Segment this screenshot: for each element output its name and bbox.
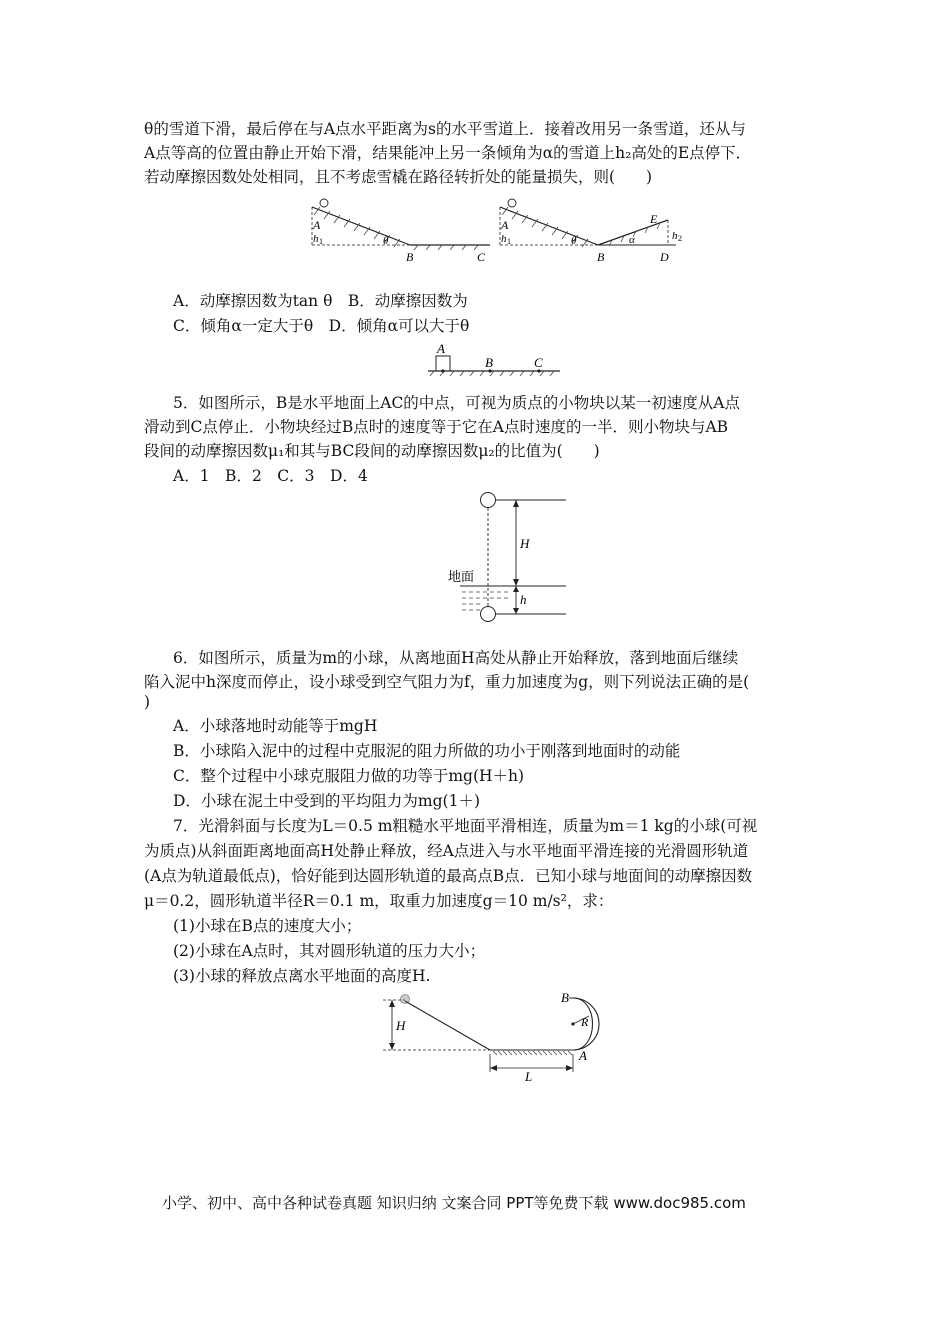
- fig5-label-B: B: [485, 355, 493, 370]
- p6-option-d: D．小球在泥土中受到的平均阻力为mg(1＋): [173, 792, 481, 810]
- p7-question-2: (2)小球在A点时，其对圆形轨道的压力大小；: [173, 942, 486, 960]
- p5-line-1: 5．如图所示，B是水平地面上AC的中点，可视为质点的小物块以某一初速度从A点: [173, 394, 741, 412]
- fig4-label-theta: θ: [383, 235, 389, 247]
- p6-line-2: 陷入泥中h深度而停止，设小球受到空气阻力为f，重力加速度为g，则下列说法正确的是(: [144, 673, 750, 691]
- p4-line-1: θ的雪道下滑，最后停在与A点水平距离为s的水平雪道上．接着改用另一条雪道，还从与: [144, 120, 746, 138]
- fig7-label-H: H: [396, 1018, 406, 1033]
- fig7-label-B: B: [561, 990, 569, 1005]
- p5-line-3: 段间的动摩擦因数μ₁和其与BC段间的动摩擦因数μ₂的比值为( ): [144, 442, 600, 460]
- fig4-diagram: [300, 195, 700, 267]
- fig6-diagram: [440, 488, 580, 628]
- p7-line-3: (A点为轨道最低点)，恰好能到达圆形轨道的最高点B点．已知小球与地面间的动摩擦因数: [144, 867, 753, 885]
- sled-icon: [320, 199, 328, 207]
- p7-question-3: (3)小球的释放点离水平地面的高度H.: [173, 967, 431, 985]
- p4-options-cd: C．倾角α一定大于θ D．倾角α可以大于θ: [173, 317, 470, 335]
- fig4-label-theta2: θ: [571, 235, 577, 247]
- fig4-label-D: D: [660, 250, 669, 264]
- fig7-label-A: A: [579, 1048, 587, 1063]
- fig4-label-h2: h: [672, 230, 678, 242]
- svg-text:1: 1: [507, 237, 511, 246]
- fig5-label-A: A: [437, 341, 445, 356]
- svg-text:1: 1: [319, 237, 323, 246]
- fig7-label-R: R: [581, 1015, 589, 1029]
- p4-line-2: A点等高的位置由静止开始下滑，结果能冲上另一条倾角为α的雪道上h₂高处的E点停下．: [144, 144, 752, 162]
- fig4-label-E: E: [650, 212, 658, 226]
- p7-question-1: (1)小球在B点的速度大小；: [173, 917, 362, 935]
- sled-icon: [508, 199, 516, 207]
- fig5-label-C: C: [534, 355, 543, 370]
- p4-line-3: 若动摩擦因数处处相同，且不考虑雪橇在路径转折处的能量损失，则( ): [144, 168, 653, 186]
- p4-options-ab: A．动摩擦因数为tan θ B．动摩擦因数为: [173, 292, 468, 310]
- p7-line-4: μ＝0.2，圆形轨道半径R＝0.1 m，取重力加速度g＝10 m/s²，求：: [144, 892, 614, 910]
- fig6-label-ground: 地面: [448, 569, 475, 584]
- fig7-diagram: [375, 990, 615, 1082]
- fig6-label-h: h: [520, 592, 527, 607]
- p6-option-b: B．小球陷入泥中的过程中克服泥的阻力所做的功小于刚落到地面时的动能: [173, 742, 681, 760]
- fig6-label-H: H: [520, 536, 530, 551]
- p6-option-a: A．小球落地时动能等于mgH: [173, 717, 378, 735]
- fig4-label-h1: h: [313, 233, 319, 245]
- p5-options: A．1 B．2 C．3 D．4: [173, 467, 368, 485]
- fig4-label-A: A: [313, 218, 321, 232]
- fig4-label-h1b: h: [501, 233, 507, 245]
- p7-line-1: 7．光滑斜面与长度为L＝0.5 m粗糙水平地面平滑相连，质量为m＝1 kg的小球(可视: [173, 817, 758, 835]
- p6-line-3: ): [144, 693, 151, 711]
- p7-line-2: 为质点)从斜面距离地面高H处静止释放，经A点进入与水平地面平滑连接的光滑圆形轨道: [144, 842, 749, 860]
- svg-text:2: 2: [678, 234, 682, 243]
- fig5-diagram: [424, 340, 564, 380]
- fig7-label-L: L: [525, 1069, 533, 1082]
- fig4-label-B: B: [406, 250, 414, 264]
- fig4-label-A2: A: [501, 218, 509, 232]
- p5-line-2: 滑动到C点停止．小物块经过B点时的速度等于它在A点时速度的一半．则小物块与AB: [144, 418, 729, 436]
- p6-option-c: C．整个过程中小球克服阻力做的功等于mg(H＋h): [173, 767, 525, 785]
- fig4-label-B2: B: [597, 250, 605, 264]
- p6-line-1: 6．如图所示，质量为m的小球，从离地面H高处从静止开始释放，落到地面后继续: [173, 649, 739, 667]
- fig4-label-C: C: [477, 250, 486, 264]
- fig4-label-alpha: α: [629, 234, 635, 246]
- footer-text: 小学、初中、高中各种试卷真题 知识归纳 文案合同 PPT等免费下载 www.doc985.com: [162, 1194, 746, 1212]
